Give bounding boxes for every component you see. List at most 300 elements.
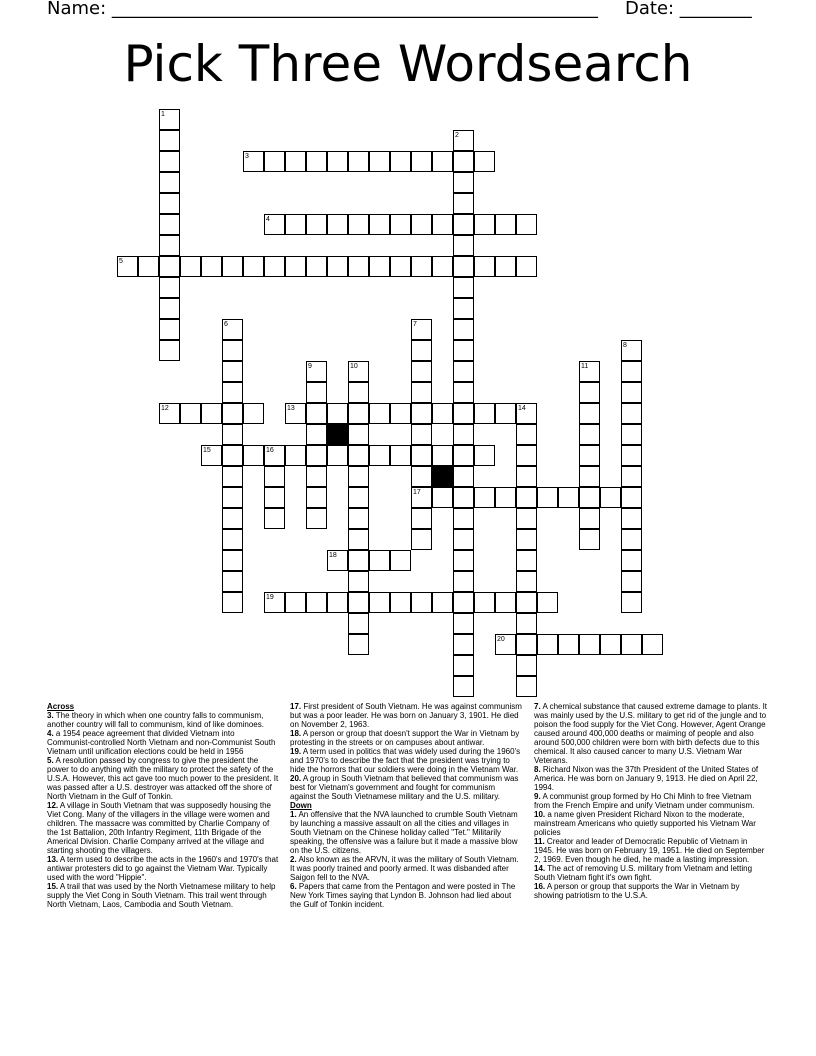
grid-cell[interactable] [453, 445, 474, 466]
grid-cell[interactable] [516, 214, 537, 235]
grid-cell[interactable] [348, 592, 369, 613]
grid-cell[interactable] [264, 445, 285, 466]
clue-item-text: First president of South Vietnam. He was against communism but was a poor leader. He was born on January 3, 1901. He died on November 2, 1963. [290, 702, 522, 729]
grid-cell[interactable] [453, 676, 474, 697]
grid-cell[interactable] [516, 571, 537, 592]
grid-cell[interactable] [369, 550, 390, 571]
grid-cell[interactable] [222, 256, 243, 277]
grid-cell[interactable] [621, 487, 642, 508]
grid-cell[interactable] [516, 655, 537, 676]
clue-item [290, 882, 522, 909]
clue-item [47, 801, 279, 855]
grid-cell[interactable] [390, 256, 411, 277]
clue-item-number: 2. [290, 855, 297, 864]
grid-cell[interactable] [306, 466, 327, 487]
grid-cell[interactable] [474, 487, 495, 508]
clue-item-number: 14. [534, 864, 546, 873]
grid-cell[interactable] [243, 256, 264, 277]
grid-cell[interactable] [285, 214, 306, 235]
grid-cell[interactable] [390, 403, 411, 424]
grid-cell[interactable] [327, 214, 348, 235]
grid-cell[interactable] [495, 403, 516, 424]
grid-cell[interactable] [411, 592, 432, 613]
grid-cell[interactable] [579, 424, 600, 445]
clue-item-text: The act of removing U.S. military from Vietnam and letting South Vietnam fight it's own fight. [534, 864, 753, 882]
clue-item [290, 855, 522, 882]
clue-item-number: 4. [47, 729, 54, 738]
clue-number: 7 [413, 321, 417, 328]
grid-cell[interactable] [516, 634, 537, 655]
clue-item-number: 8. [534, 765, 541, 774]
grid-cell[interactable] [411, 214, 432, 235]
grid-cell[interactable] [579, 445, 600, 466]
grid-cell[interactable] [117, 256, 138, 277]
grid-cell[interactable] [222, 592, 243, 613]
grid-cell[interactable] [495, 214, 516, 235]
clue-number: 9 [308, 363, 312, 370]
clue-item-number: 12. [47, 801, 59, 810]
grid-cell[interactable] [264, 151, 285, 172]
grid-cell[interactable] [453, 235, 474, 256]
grid-cell[interactable] [432, 403, 453, 424]
grid-cell[interactable] [621, 382, 642, 403]
grid-cell[interactable] [453, 298, 474, 319]
clue-item-text: A person or group that doesn't support the War in Vietnam by protesting in the streets or on campuses about antiwar. [290, 729, 520, 747]
grid-cell[interactable] [222, 571, 243, 592]
grid-cell[interactable] [453, 466, 474, 487]
grid-cell[interactable] [411, 340, 432, 361]
grid-cell[interactable] [369, 403, 390, 424]
grid-cell[interactable] [453, 424, 474, 445]
grid-cell[interactable] [138, 256, 159, 277]
grid-cell[interactable] [369, 151, 390, 172]
clue-number: 16 [266, 447, 274, 454]
clue-item-text: A chemical substance that caused extreme damage to plants. It was mainly used by the U.S. military to get rid of the jungle and to poison the food supply for the Viet Cong. However, Agent Orange caused around 400,000 deaths or maiming of people and also around 500,000 children were born with birth defects due to this chemical. It also caused cancer to many U.S. Vietnam War Veterans. [534, 702, 768, 765]
grid-cell[interactable] [621, 361, 642, 382]
clue-number: 4 [266, 216, 270, 223]
clue-number: 12 [161, 405, 169, 412]
clue-item [534, 882, 768, 900]
clue-number: 19 [266, 594, 274, 601]
grid-cell[interactable] [411, 361, 432, 382]
grid-cell[interactable] [264, 214, 285, 235]
grid-cell[interactable] [159, 214, 180, 235]
grid-cell[interactable] [600, 634, 621, 655]
grid-cell[interactable] [516, 445, 537, 466]
clue-item-text: Also known as the ARVN, it was the military of South Vietnam. It was poorly trained and poorly armed. It was disbanded after Saigon fell to the NVA. [290, 855, 519, 882]
grid-cell[interactable] [453, 214, 474, 235]
grid-cell[interactable] [474, 592, 495, 613]
grid-cell[interactable] [159, 403, 180, 424]
grid-cell[interactable] [621, 403, 642, 424]
grid-cell[interactable] [348, 529, 369, 550]
grid-cell[interactable] [180, 256, 201, 277]
clue-item-text: a name given President Richard Nixon to the moderate, mainstream Americans who quietly supported his Vietnam War policies [534, 810, 756, 837]
grid-cell[interactable] [264, 466, 285, 487]
clue-number: 6 [224, 321, 228, 328]
grid-cell[interactable] [621, 592, 642, 613]
grid-cell[interactable] [222, 550, 243, 571]
grid-cell[interactable] [201, 445, 222, 466]
grid-cell[interactable] [243, 445, 264, 466]
clue-item-text: A group in South Vietnam that believed that communism was best for Vietnam's government and fought for communism against the South Vietnamese military and the U.S. military. [290, 774, 519, 801]
grid-cell[interactable] [411, 151, 432, 172]
grid-cell[interactable] [159, 235, 180, 256]
grid-cell[interactable] [348, 151, 369, 172]
clue-number: 5 [119, 258, 123, 265]
grid-cell[interactable] [411, 382, 432, 403]
clue-item-number: 20. [290, 774, 302, 783]
clue-item-text: A person or group that supports the War in Vietnam by showing patriotism to the U.S.A. [534, 882, 740, 900]
page-title: Pick Three Wordsearch [123, 35, 693, 93]
grid-cell[interactable] [579, 487, 600, 508]
grid-cell[interactable] [495, 592, 516, 613]
grid-cell[interactable] [264, 487, 285, 508]
clue-item-number: 3. [47, 711, 54, 720]
grid-cell[interactable] [222, 466, 243, 487]
clue-item [534, 810, 768, 837]
grid-cell[interactable] [621, 529, 642, 550]
grid-cell[interactable] [327, 445, 348, 466]
grid-cell[interactable] [159, 256, 180, 277]
grid-cell[interactable] [411, 508, 432, 529]
grid-cell[interactable] [390, 592, 411, 613]
clues-column-1 [47, 702, 279, 909]
grid-cell[interactable] [474, 151, 495, 172]
clue-item [534, 864, 768, 882]
grid-cell[interactable] [222, 445, 243, 466]
grid-cell[interactable] [453, 550, 474, 571]
clue-item [47, 729, 279, 756]
grid-cell[interactable] [537, 487, 558, 508]
clue-item-number: 13. [47, 855, 59, 864]
clue-item-text: The theory in which when one country falls to communism, another country will fall to communism, kind of like dominoes. [47, 711, 264, 729]
grid-cell[interactable] [516, 613, 537, 634]
clue-item-text: A trail that was used by the North Vietnamese military to help supply the Viet Cong in South Vietnam. This trail went through North Vietnam, Laos, Cambodia and South Vietnam. [47, 882, 276, 909]
grid-cell[interactable] [327, 256, 348, 277]
grid-cell[interactable] [348, 571, 369, 592]
grid-cell[interactable] [474, 445, 495, 466]
grid-cell[interactable] [264, 256, 285, 277]
grid-cell[interactable] [159, 319, 180, 340]
grid-cell[interactable] [369, 214, 390, 235]
grid-cell[interactable] [432, 214, 453, 235]
grid-cell[interactable] [453, 613, 474, 634]
clue-number: 11 [581, 363, 589, 370]
grid-cell[interactable] [453, 592, 474, 613]
grid-cell[interactable] [579, 466, 600, 487]
grid-cell[interactable] [348, 634, 369, 655]
grid-cell[interactable] [159, 298, 180, 319]
clue-item-text: A communist group formed by Ho Chi Minh to free Vietnam from the French Empire and unify Vietnam under communism. [534, 792, 755, 810]
clue-item [47, 855, 279, 882]
clue-item-text: Richard Nixon was the 37th President of the United States of America. He was born on January 9, 1913. He died on April 22, 1994. [534, 765, 759, 792]
grid-cell-blocked [432, 466, 453, 487]
grid-cell[interactable] [411, 424, 432, 445]
grid-cell[interactable] [516, 550, 537, 571]
grid-cell[interactable] [369, 256, 390, 277]
grid-cell[interactable] [306, 403, 327, 424]
clue-item [47, 882, 279, 909]
grid-cell[interactable] [222, 319, 243, 340]
grid-cell[interactable] [537, 634, 558, 655]
grid-cell[interactable] [369, 592, 390, 613]
grid-cell[interactable] [516, 403, 537, 424]
grid-cell[interactable] [516, 592, 537, 613]
grid-cell[interactable] [579, 361, 600, 382]
grid-cell[interactable] [390, 445, 411, 466]
grid-cell[interactable] [453, 172, 474, 193]
grid-cell[interactable] [285, 256, 306, 277]
grid-cell[interactable] [579, 508, 600, 529]
clue-item-number: 17. [290, 702, 302, 711]
clue-item [290, 702, 522, 729]
grid-cell[interactable] [579, 403, 600, 424]
grid-cell[interactable] [306, 487, 327, 508]
grid-cell[interactable] [201, 403, 222, 424]
clue-item-text: a 1954 peace agreement that divided Vietnam into Communist-controlled North Vietnam and non-Communist South Vietnam until unification elections could be held in 1956 [47, 729, 276, 756]
grid-cell[interactable] [411, 466, 432, 487]
clue-item [290, 729, 522, 747]
clue-number: 17 [413, 489, 421, 496]
name-field-label: Name: ______________________________________________________ [47, 0, 598, 19]
grid-cell[interactable] [306, 382, 327, 403]
grid-cell[interactable] [453, 340, 474, 361]
clue-item [534, 702, 768, 765]
grid-cell[interactable] [159, 130, 180, 151]
grid-cell[interactable] [243, 403, 264, 424]
clue-item [534, 792, 768, 810]
grid-cell[interactable] [159, 340, 180, 361]
grid-cell[interactable] [348, 256, 369, 277]
grid-cell[interactable] [306, 151, 327, 172]
clue-item-text: Creator and leader of Democratic Republic of Vietnam in 1945. He was born on February 19, 1951. He died on September 2, 1969. Even though he died, he made a lasting impression. [534, 837, 765, 864]
clue-item [47, 711, 279, 729]
grid-cell[interactable] [327, 550, 348, 571]
grid-cell[interactable] [411, 487, 432, 508]
grid-cell[interactable] [390, 214, 411, 235]
grid-cell[interactable] [159, 109, 180, 130]
grid-cell[interactable] [348, 508, 369, 529]
grid-cell[interactable] [558, 487, 579, 508]
grid-cell[interactable] [348, 466, 369, 487]
grid-cell[interactable] [453, 256, 474, 277]
clues-column-3 [534, 702, 768, 900]
clue-item-text: A village in South Vietnam that was supposedly housing the Viet Cong. Many of the villagers in the village were women and children. The massacre was committed by Charlie Company of the 1st Battalion, 20th Infantry Regiment, 11th Brigade of the Americal Division. Charlie Company arrived at the village and starting shooting the villagers. [47, 801, 272, 855]
grid-cell[interactable] [348, 361, 369, 382]
clue-number: 20 [497, 636, 505, 643]
clue-item-number: 11. [534, 837, 545, 846]
grid-cell[interactable] [600, 487, 621, 508]
clue-item-number: 19. [290, 747, 302, 756]
grid-cell[interactable] [285, 445, 306, 466]
grid-cell[interactable] [579, 634, 600, 655]
grid-cell[interactable] [453, 193, 474, 214]
clue-item-number: 5. [47, 756, 54, 765]
grid-cell[interactable] [306, 424, 327, 445]
clue-number: 10 [350, 363, 358, 370]
grid-cell[interactable] [432, 487, 453, 508]
grid-cell[interactable] [222, 382, 243, 403]
grid-cell[interactable] [348, 613, 369, 634]
grid-cell[interactable] [243, 151, 264, 172]
grid-cell[interactable] [348, 403, 369, 424]
clues-column-2 [290, 702, 522, 909]
clue-item-number: 1. [290, 810, 297, 819]
grid-cell[interactable] [474, 214, 495, 235]
grid-cell[interactable] [285, 151, 306, 172]
grid-cell[interactable] [285, 403, 306, 424]
grid-cell[interactable] [453, 361, 474, 382]
clue-number: 2 [455, 132, 459, 139]
clue-number: 1 [161, 111, 165, 118]
grid-cell[interactable] [180, 403, 201, 424]
grid-cell[interactable] [621, 508, 642, 529]
clue-item [290, 774, 522, 801]
clue-item [534, 765, 768, 792]
grid-cell[interactable] [348, 382, 369, 403]
grid-cell[interactable] [453, 151, 474, 172]
grid-cell[interactable] [453, 529, 474, 550]
grid-cell[interactable] [642, 634, 663, 655]
grid-cell[interactable] [348, 214, 369, 235]
clue-number: 3 [245, 153, 249, 160]
grid-cell[interactable] [348, 550, 369, 571]
grid-cell[interactable] [432, 445, 453, 466]
grid-cell[interactable] [411, 319, 432, 340]
grid-cell[interactable] [348, 445, 369, 466]
grid-cell[interactable] [621, 571, 642, 592]
grid-cell[interactable] [327, 151, 348, 172]
grid-cell[interactable] [516, 508, 537, 529]
grid-cell[interactable] [621, 424, 642, 445]
grid-cell[interactable] [453, 508, 474, 529]
grid-cell[interactable] [621, 445, 642, 466]
grid-cell[interactable] [453, 319, 474, 340]
grid-cell[interactable] [390, 151, 411, 172]
grid-cell[interactable] [516, 529, 537, 550]
grid-cell[interactable] [306, 592, 327, 613]
section-heading-down: Down [290, 801, 312, 810]
grid-cell[interactable] [495, 256, 516, 277]
grid-cell[interactable] [285, 592, 306, 613]
grid-cell[interactable] [348, 487, 369, 508]
grid-cell[interactable] [474, 256, 495, 277]
grid-cell[interactable] [453, 403, 474, 424]
grid-cell[interactable] [159, 172, 180, 193]
grid-cell[interactable] [432, 592, 453, 613]
grid-cell[interactable] [453, 634, 474, 655]
clue-item [534, 837, 768, 864]
grid-cell[interactable] [537, 592, 558, 613]
grid-cell[interactable] [432, 151, 453, 172]
grid-cell[interactable] [516, 424, 537, 445]
grid-cell[interactable] [222, 361, 243, 382]
grid-cell[interactable] [222, 340, 243, 361]
grid-cell[interactable] [495, 487, 516, 508]
grid-cell[interactable] [222, 529, 243, 550]
grid-cell[interactable] [348, 424, 369, 445]
grid-cell[interactable] [495, 634, 516, 655]
grid-cell[interactable] [264, 592, 285, 613]
grid-cell[interactable] [516, 466, 537, 487]
clue-item-text: A term used in politics that was widely used during the 1960's and 1970's to describe the fact that the president was trying to hide the horrors that our soldiers were doing in the Vietnam War. [290, 747, 521, 774]
grid-cell[interactable] [432, 256, 453, 277]
grid-cell[interactable] [222, 403, 243, 424]
grid-cell[interactable] [411, 256, 432, 277]
grid-cell[interactable] [453, 277, 474, 298]
grid-cell[interactable] [516, 256, 537, 277]
grid-cell[interactable] [453, 382, 474, 403]
grid-cell-blocked [327, 424, 348, 445]
grid-cell[interactable] [579, 382, 600, 403]
clue-item [290, 810, 522, 855]
grid-cell[interactable] [390, 550, 411, 571]
clue-item-number: 6. [290, 882, 297, 891]
clue-item-number: 16. [534, 882, 546, 891]
clue-item-number: 9. [534, 792, 541, 801]
clue-item-number: 10. [534, 810, 546, 819]
clue-item-text: A term used to describe the acts in the 1960's and 1970's that antiwar protesters did to go against the Vietnam War. Typically used with the word "Hippie". [47, 855, 279, 882]
grid-cell[interactable] [621, 550, 642, 571]
grid-cell[interactable] [453, 571, 474, 592]
clue-number: 13 [287, 405, 295, 412]
grid-cell[interactable] [159, 151, 180, 172]
grid-cell[interactable] [159, 193, 180, 214]
clue-item [290, 747, 522, 774]
clue-item-number: 15. [47, 882, 59, 891]
grid-cell[interactable] [306, 256, 327, 277]
grid-cell[interactable] [411, 445, 432, 466]
clue-number: 18 [329, 552, 337, 559]
grid-cell[interactable] [222, 508, 243, 529]
grid-cell[interactable] [264, 508, 285, 529]
grid-cell[interactable] [201, 256, 222, 277]
grid-cell[interactable] [516, 487, 537, 508]
grid-cell[interactable] [222, 424, 243, 445]
grid-cell[interactable] [453, 130, 474, 151]
grid-cell[interactable] [453, 487, 474, 508]
grid-cell[interactable] [621, 466, 642, 487]
grid-cell[interactable] [411, 529, 432, 550]
grid-cell[interactable] [558, 634, 579, 655]
grid-cell[interactable] [222, 487, 243, 508]
grid-cell[interactable] [474, 403, 495, 424]
clue-number: 14 [518, 405, 526, 412]
date-field-label: Date: ________ [625, 0, 752, 19]
grid-cell[interactable] [369, 445, 390, 466]
grid-cell[interactable] [516, 676, 537, 697]
clue-item-text: A resolution passed by congress to give the president the power to do anything with the military to protect the safety of the U.S.A. However, this act gave too much power to the president. It was passed after a U.S. destroyer was attacked off the shore of North Vietnam in the Gulf of Tonkin. [47, 756, 279, 801]
grid-cell[interactable] [159, 277, 180, 298]
clue-item-number: 18. [290, 729, 302, 738]
grid-cell[interactable] [306, 361, 327, 382]
grid-cell[interactable] [327, 403, 348, 424]
grid-cell[interactable] [621, 634, 642, 655]
grid-cell[interactable] [306, 508, 327, 529]
grid-cell[interactable] [327, 592, 348, 613]
grid-cell[interactable] [306, 445, 327, 466]
clue-number: 8 [623, 342, 627, 349]
grid-cell[interactable] [621, 340, 642, 361]
clue-item [47, 756, 279, 801]
grid-cell[interactable] [579, 529, 600, 550]
grid-cell[interactable] [453, 655, 474, 676]
clue-item-text: Papers that came from the Pentagon and were posted in The New York Times saying that Lyndon B. Johnson had lied about the Gulf of Tonkin incident. [290, 882, 516, 909]
grid-cell[interactable] [306, 214, 327, 235]
section-heading-across: Across [47, 702, 75, 711]
grid-cell[interactable] [411, 403, 432, 424]
